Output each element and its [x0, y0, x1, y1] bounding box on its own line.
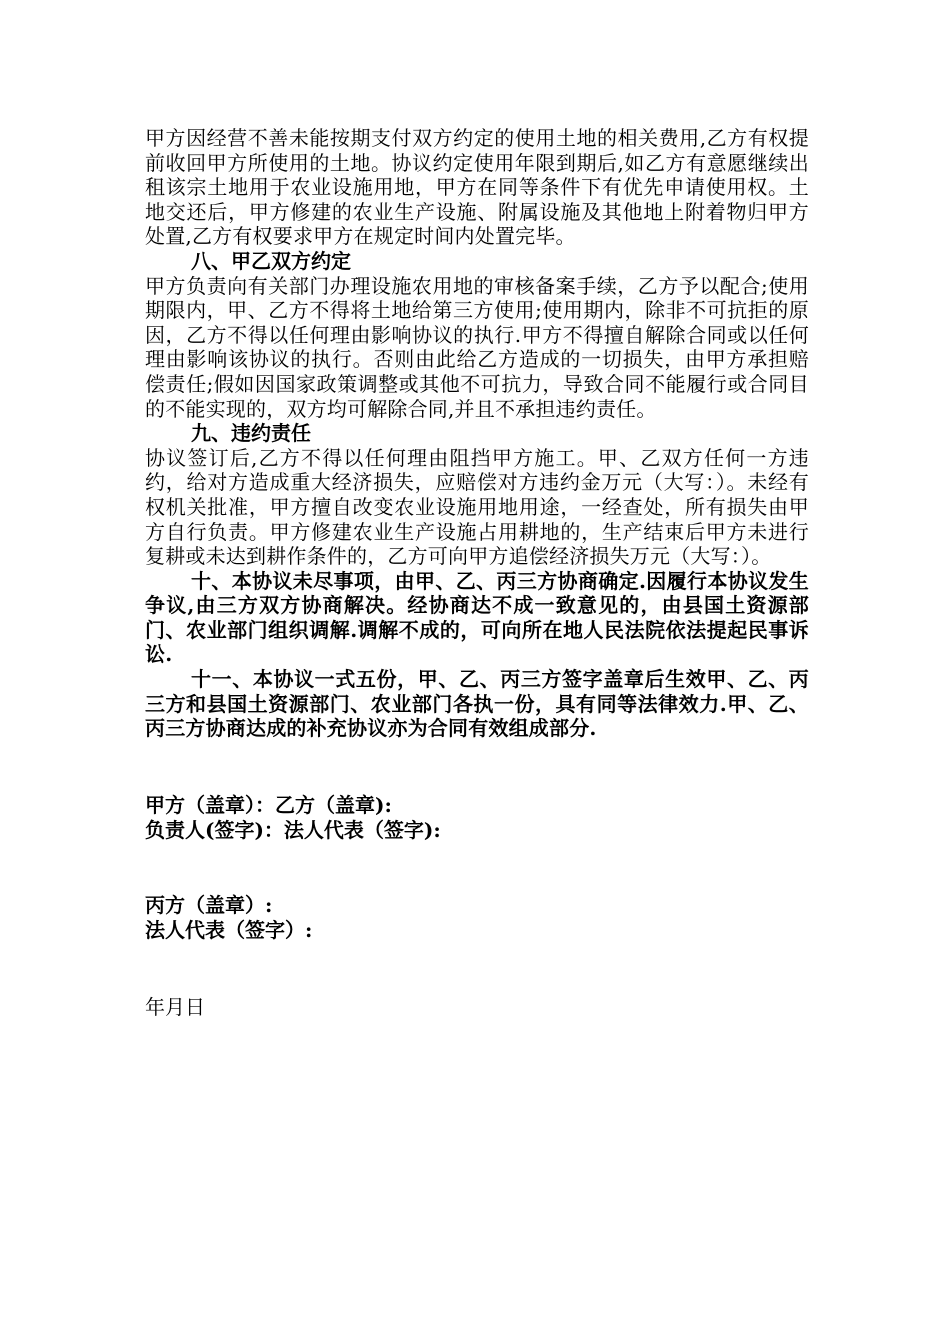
clause-11: 十一、本协议一式五份，甲、乙、丙三方签字盖章后生效甲、乙、丙三方和县国土资源部门、农业部门各执一份，具有同等法律效力.甲、乙、丙三方协商达成的补充协议亦为合同有效组成部分. [145, 667, 809, 741]
signature-party-c-representative: 法人代表（签字）: [145, 917, 313, 942]
signature-representatives: 负责人(签字)：法人代表（签字): [145, 817, 441, 842]
spacer [145, 843, 809, 893]
clause-8-heading: 八、甲乙双方约定 [191, 248, 351, 273]
clause-8-body: 甲方负责向有关部门办理设施农用地的审核备案手续，乙方予以配合;使用期限内，甲、乙方不得将土地给第三方使用;使用期内，除非不可抗拒的原因，乙方不得以任何理由影响协议的执行.甲方不得擅自解除合同或以任何理由影响该协议的执行。否则由此给乙方造成的一切损失，由甲方承担赔偿责任;假如因国家政策调整或其他不可抗力，导致合同不能履行或合同目的不能实现的，双方均可解除合同,并且不承担违约责任。 [145, 273, 809, 421]
signing-date: 年月日 [145, 994, 205, 1019]
clause-9-heading: 九、违约责任 [191, 421, 311, 446]
document-page [145, 126, 809, 1020]
clause-9-body: 协议签订后,乙方不得以任何理由阻挡甲方施工。甲、乙双方任何一方违约，给对方造成重大经济损失，应赔偿对方违约金万元（大写：）。未经有权机关批准，甲方擅自改变农业设施用地用途，一经查处，所有损失由甲方自行负责。甲方修建农业生产设施占用耕地的，生产结束后甲方未进行复耕或未达到耕作条件的，乙方可向甲方追偿经济损失万元（大写：）。 [145, 445, 809, 569]
signature-party-c: 丙方（盖章）: [145, 892, 273, 917]
clause-7-continuation: 甲方因经营不善未能按期支付双方约定的使用土地的相关费用,乙方有权提前收回甲方所使用的土地。协议约定使用年限到期后,如乙方有意愿继续出租该宗土地用于农业设施用地，甲方在同等条件下有优先申请使用权。土地交还后，甲方修建的农业生产设施、附属设施及其他地上附着物归甲方处置,乙方有权要求甲方在规定时间内处置完毕。 [145, 126, 809, 249]
clause-10: 十、本协议未尽事项，由甲、乙、丙三方协商确定.因履行本协议发生争议,由三方双方协商解决。经协商达不成一致意见的，由县国土资源部门、农业部门组织调解.调解不成的，可向所在地人民法院依法提起民事诉讼. [145, 568, 809, 667]
spacer [145, 741, 809, 793]
signature-party-a-b: 甲方（盖章）：乙方（盖章): [145, 792, 392, 817]
spacer [145, 943, 809, 995]
